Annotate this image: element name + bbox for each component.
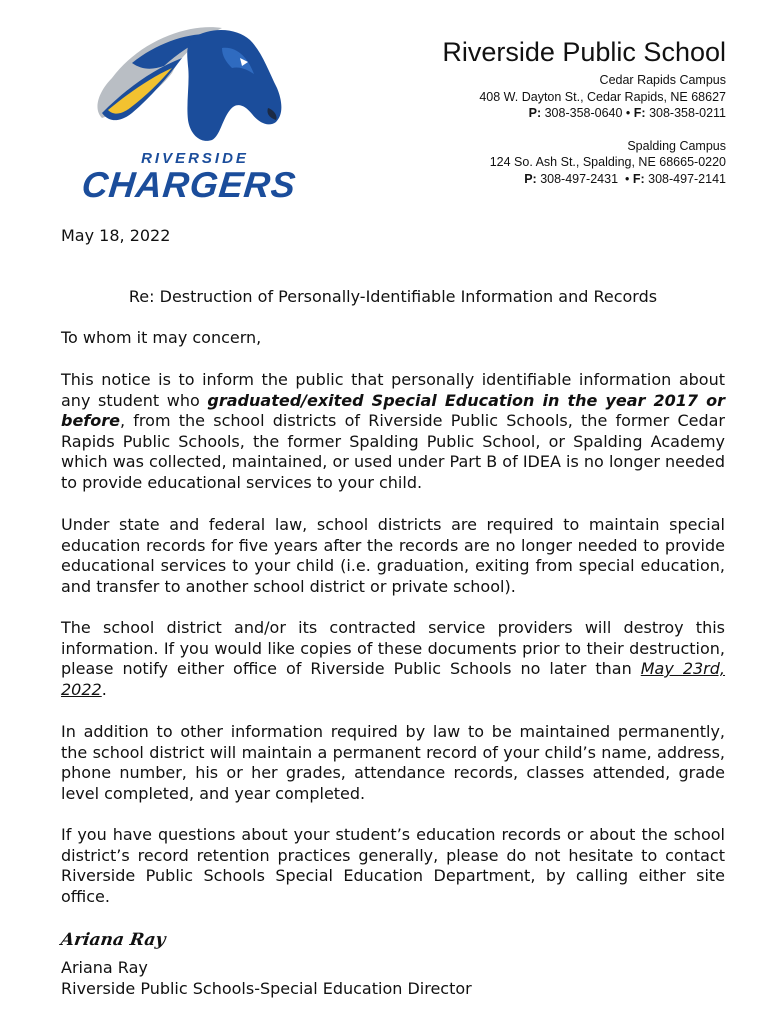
phone-label: P: (528, 106, 542, 120)
phone-number: 308-358-0640 (544, 106, 623, 120)
campus-cedar-rapids (442, 72, 726, 122)
fax-number: 308-497-2141 (648, 171, 726, 186)
separator: • (622, 106, 634, 120)
paragraph-5: If you have questions about your student’s education records or about the school district’s record retention practices generally, please do not hesitate to contact Riverside Public Schools Special Education Department, by calling either site office. (61, 825, 725, 906)
campus-contact (442, 171, 726, 188)
logo-chargers-text: CHARGERS (79, 164, 299, 205)
campus-name: Spalding Campus (627, 138, 726, 153)
letterhead (442, 36, 726, 187)
school-name: Riverside Public School (442, 37, 726, 67)
fax-number: 308-358-0211 (649, 106, 726, 120)
signer-title: Riverside Public Schools-Special Education Director (61, 979, 472, 998)
paragraph-4: In addition to other information required by law to be maintained permanently, the school district will maintain a permanent record of your child’s name, address, phone number, his or her grades, attendance records, classes attended, grade level completed, and year completed. (61, 722, 725, 803)
paragraph-1-text: This notice is to inform the public that personally identifiable information about any student who (61, 370, 725, 410)
signer-name: Ariana Ray (61, 958, 148, 977)
letter-date: May 18, 2022 (61, 226, 171, 245)
logo-riverside-text: RIVERSIDE (141, 150, 249, 167)
fax-label: F: (632, 171, 645, 186)
campus-contact (442, 105, 726, 122)
campus-address: 408 W. Dayton St., Cedar Rapids, NE 68627 (479, 89, 726, 104)
paragraph-2: Under state and federal law, school districts are required to maintain special education records for five years after the records are no longer needed to provide educational services to your child (i.e. graduation, exiting from special education, and transfer to another school district or private school). (61, 515, 725, 596)
subject-line: Re: Destruction of Personally-Identifiable Information and Records (128, 287, 658, 306)
handwritten-signature: Ariana Ray (59, 930, 167, 950)
campus-address: 124 So. Ash St., Spalding, NE 68665-0220 (489, 155, 726, 169)
horse-head-icon (72, 18, 312, 158)
phone-number: 308-497-2431 (540, 171, 619, 186)
fax-label: F: (633, 106, 646, 120)
deadline-date: May 23rd, 2022 (61, 659, 726, 699)
phone-label: P: (524, 171, 537, 186)
riverside-chargers-logo (72, 18, 312, 205)
paragraph-3-text: The school district and/or its contracted service providers will destroy this information. If you would like copies of these documents prior to their destruction, please notify either office of Riverside Public Schools no later than (61, 618, 725, 678)
paragraph-3-end: . (101, 679, 107, 699)
campus-spalding (442, 138, 726, 188)
emphasis-text: graduated/exited Special Education in the year 2017 or before (61, 390, 725, 430)
greeting: To whom it may concern, (61, 328, 262, 347)
paragraph-1 (61, 370, 725, 493)
paragraph-3 (61, 618, 725, 700)
campus-name: Cedar Rapids Campus (599, 73, 726, 87)
paragraph-1-text-cont: , from the school districts of Riverside Public Schools, the former Cedar Rapids Public Schools, the former Spalding Public School, or Spalding Academy which was collected, maintained, or used under Part B of IDEA is no longer needed to provide educational services to your child. (61, 411, 725, 492)
separator: • (618, 171, 633, 186)
